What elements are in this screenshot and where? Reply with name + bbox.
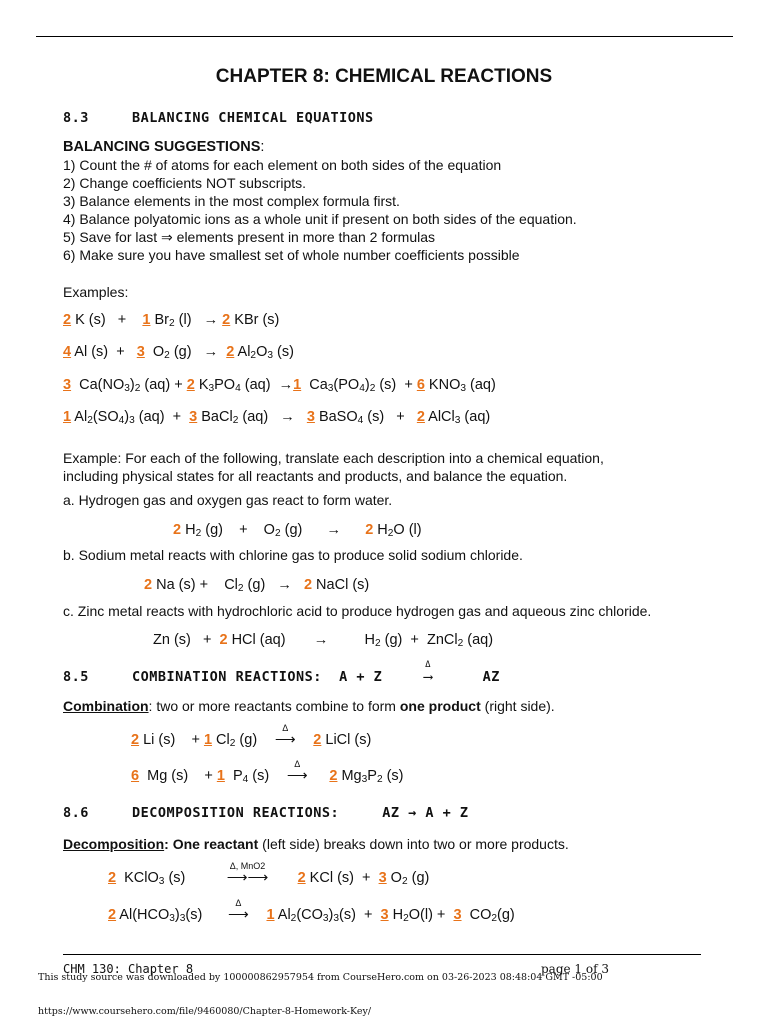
combination-text-end: (right side).	[480, 698, 555, 714]
suggestions-heading-text: BALANCING SUGGESTIONS	[63, 139, 261, 155]
delta-arrow: Δ ⟶	[277, 768, 317, 784]
section-8-6-heading	[63, 805, 469, 821]
section-title: DECOMPOSITION REACTIONS:	[132, 805, 340, 821]
equation-kbr: 2 K (s) + 1 $Br_2$ (l) → 2 KBr (s)	[63, 312, 280, 329]
combination-term: Combination	[63, 698, 149, 714]
mno2-arrow: Δ, MnO2 ⟶⟶	[206, 870, 290, 886]
footer-course: CHM 130: Chapter 8	[63, 962, 194, 976]
equation-licl: 2 Li (s) + 1 $Cl_2$ (g) Δ ⟶ 2 LiCl (s)	[131, 723, 372, 749]
suggestion-4: 4) Balance polyatomic ions as a whole unit if present on both sides of the equation.	[63, 211, 577, 227]
decomposition-colon: :	[164, 836, 173, 852]
delta-arrow: Δ ⟶	[218, 907, 258, 923]
equation-mg3p2: 6 Mg (s) + 1 $P_4$ (s) Δ ⟶ 2 $Mg_3P_2$ (s)	[131, 759, 404, 785]
section-number: 8.5	[63, 669, 89, 685]
section-8-3-heading	[63, 110, 374, 126]
decomposition-bold: One reactant	[172, 836, 259, 852]
suggestion-1: 1) Count the # of atoms for each element on both sides of the equation	[63, 157, 502, 173]
delta-arrow: Δ ⟶	[408, 669, 448, 685]
equation-kclo3: 2 KClO$_3$ (s) Δ, MnO2 ⟶⟶ 2 KCl (s) + 3 $O_2$ (g)	[108, 861, 430, 887]
delta-arrow: Δ ⟶	[265, 732, 305, 748]
section-number: 8.3	[63, 110, 89, 126]
decomposition-term: Decomposition	[63, 836, 165, 852]
arrow-label: Δ	[235, 898, 242, 908]
example-intro-line1: Example: For each of the following, translate each description into a chemical equation,	[63, 450, 604, 466]
combination-bold: one product	[399, 698, 481, 714]
source-url[interactable]: https://www.coursehero.com/file/9460080/Chapter-8-Homework-Key/	[38, 1006, 372, 1017]
suggestion-3: 3) Balance elements in the most complex formula first.	[63, 193, 400, 209]
top-rule	[36, 36, 733, 37]
equation-water: 2 $H_2$ (g) + $O_2$ (g) → 2 $H_2O$ (l)	[173, 522, 422, 539]
scheme-right: AZ	[482, 669, 500, 685]
scheme: AZ → A + Z	[382, 805, 469, 821]
section-number: 8.6	[63, 805, 89, 821]
section-title: COMBINATION REACTIONS:	[132, 669, 322, 685]
equation-zncl2: Zn (s) + 2 HCl (aq) → $H_2$ (g) + ZnCl$_2$ (aq)	[153, 632, 494, 649]
equation-ca3po42: 3 $Ca(NO_3)_2$ (aq) + 2 $K_3PO_4$ (aq) →1 $Ca_3(PO_4)_2$ (s) + 6 $KNO_3$ (aq)	[63, 377, 496, 394]
examples-label: Examples:	[63, 284, 129, 300]
equation-nacl: 2 Na (s) + $Cl_2$ (g) → 2 NaCl (s)	[144, 577, 370, 594]
download-note: This study source was downloaded by 100000862957954 from CourseHero.com on 03-26-2023 08:48:04 GMT -05:00	[38, 972, 603, 983]
scheme-left: A + Z	[339, 669, 383, 685]
suggestion-2: 2) Change coefficients NOT subscripts.	[63, 175, 307, 191]
arrow-label: Δ	[294, 759, 301, 769]
arrow-label: Δ	[425, 660, 432, 670]
description-a: a. Hydrogen gas and oxygen gas react to form water.	[63, 492, 393, 508]
footer-page: page 1 of 3	[541, 962, 609, 976]
equation-alhco3: 2 $Al(HCO_3)_3(s)$ Δ ⟶ 1 $Al_2(CO_3)_3(s) + 3$ $H_2O(l) + 3$ $CO_2(g)$	[108, 898, 515, 924]
decomposition-definition	[63, 836, 569, 852]
decomposition-text: (left side) breaks down into two or more products.	[258, 836, 569, 852]
section-8-5-heading	[63, 660, 500, 685]
suggestion-5: 5) Save for last ⇒ elements present in more than 2 formulas	[63, 229, 436, 245]
arrow-label: Δ	[282, 723, 289, 733]
section-title: BALANCING CHEMICAL EQUATIONS	[132, 110, 374, 126]
suggestion-6: 6) Make sure you have smallest set of whole number coefficients possible	[63, 247, 520, 263]
combination-text: : two or more reactants combine to form	[148, 698, 400, 714]
equation-al2o3: 4 Al (s) + 3 $O_2$ (g) → 2 $Al_2O_3$ (s)	[63, 344, 294, 361]
equation-baso4: 1 $Al_2(SO_4)_3$ (aq) + 3 BaCl$_2$ (aq) → 3 BaSO$_4$ (s) + 2 AlCl$_3$ (aq)	[63, 409, 491, 426]
footer-rule	[63, 954, 701, 955]
description-c: c. Zinc metal reacts with hydrochloric acid to produce hydrogen gas and aqueous zinc chloride.	[63, 603, 652, 619]
page-title: CHAPTER 8: CHEMICAL REACTIONS	[215, 66, 553, 87]
suggestions-heading: BALANCING SUGGESTIONS:	[63, 139, 265, 155]
arrow-label: Δ, MnO2	[229, 861, 266, 871]
description-b: b. Sodium metal reacts with chlorine gas to produce solid sodium chloride.	[63, 547, 523, 563]
combination-definition	[63, 698, 555, 714]
example-intro-line2: including physical states for all reactants and products, and balance the equation.	[63, 468, 568, 484]
